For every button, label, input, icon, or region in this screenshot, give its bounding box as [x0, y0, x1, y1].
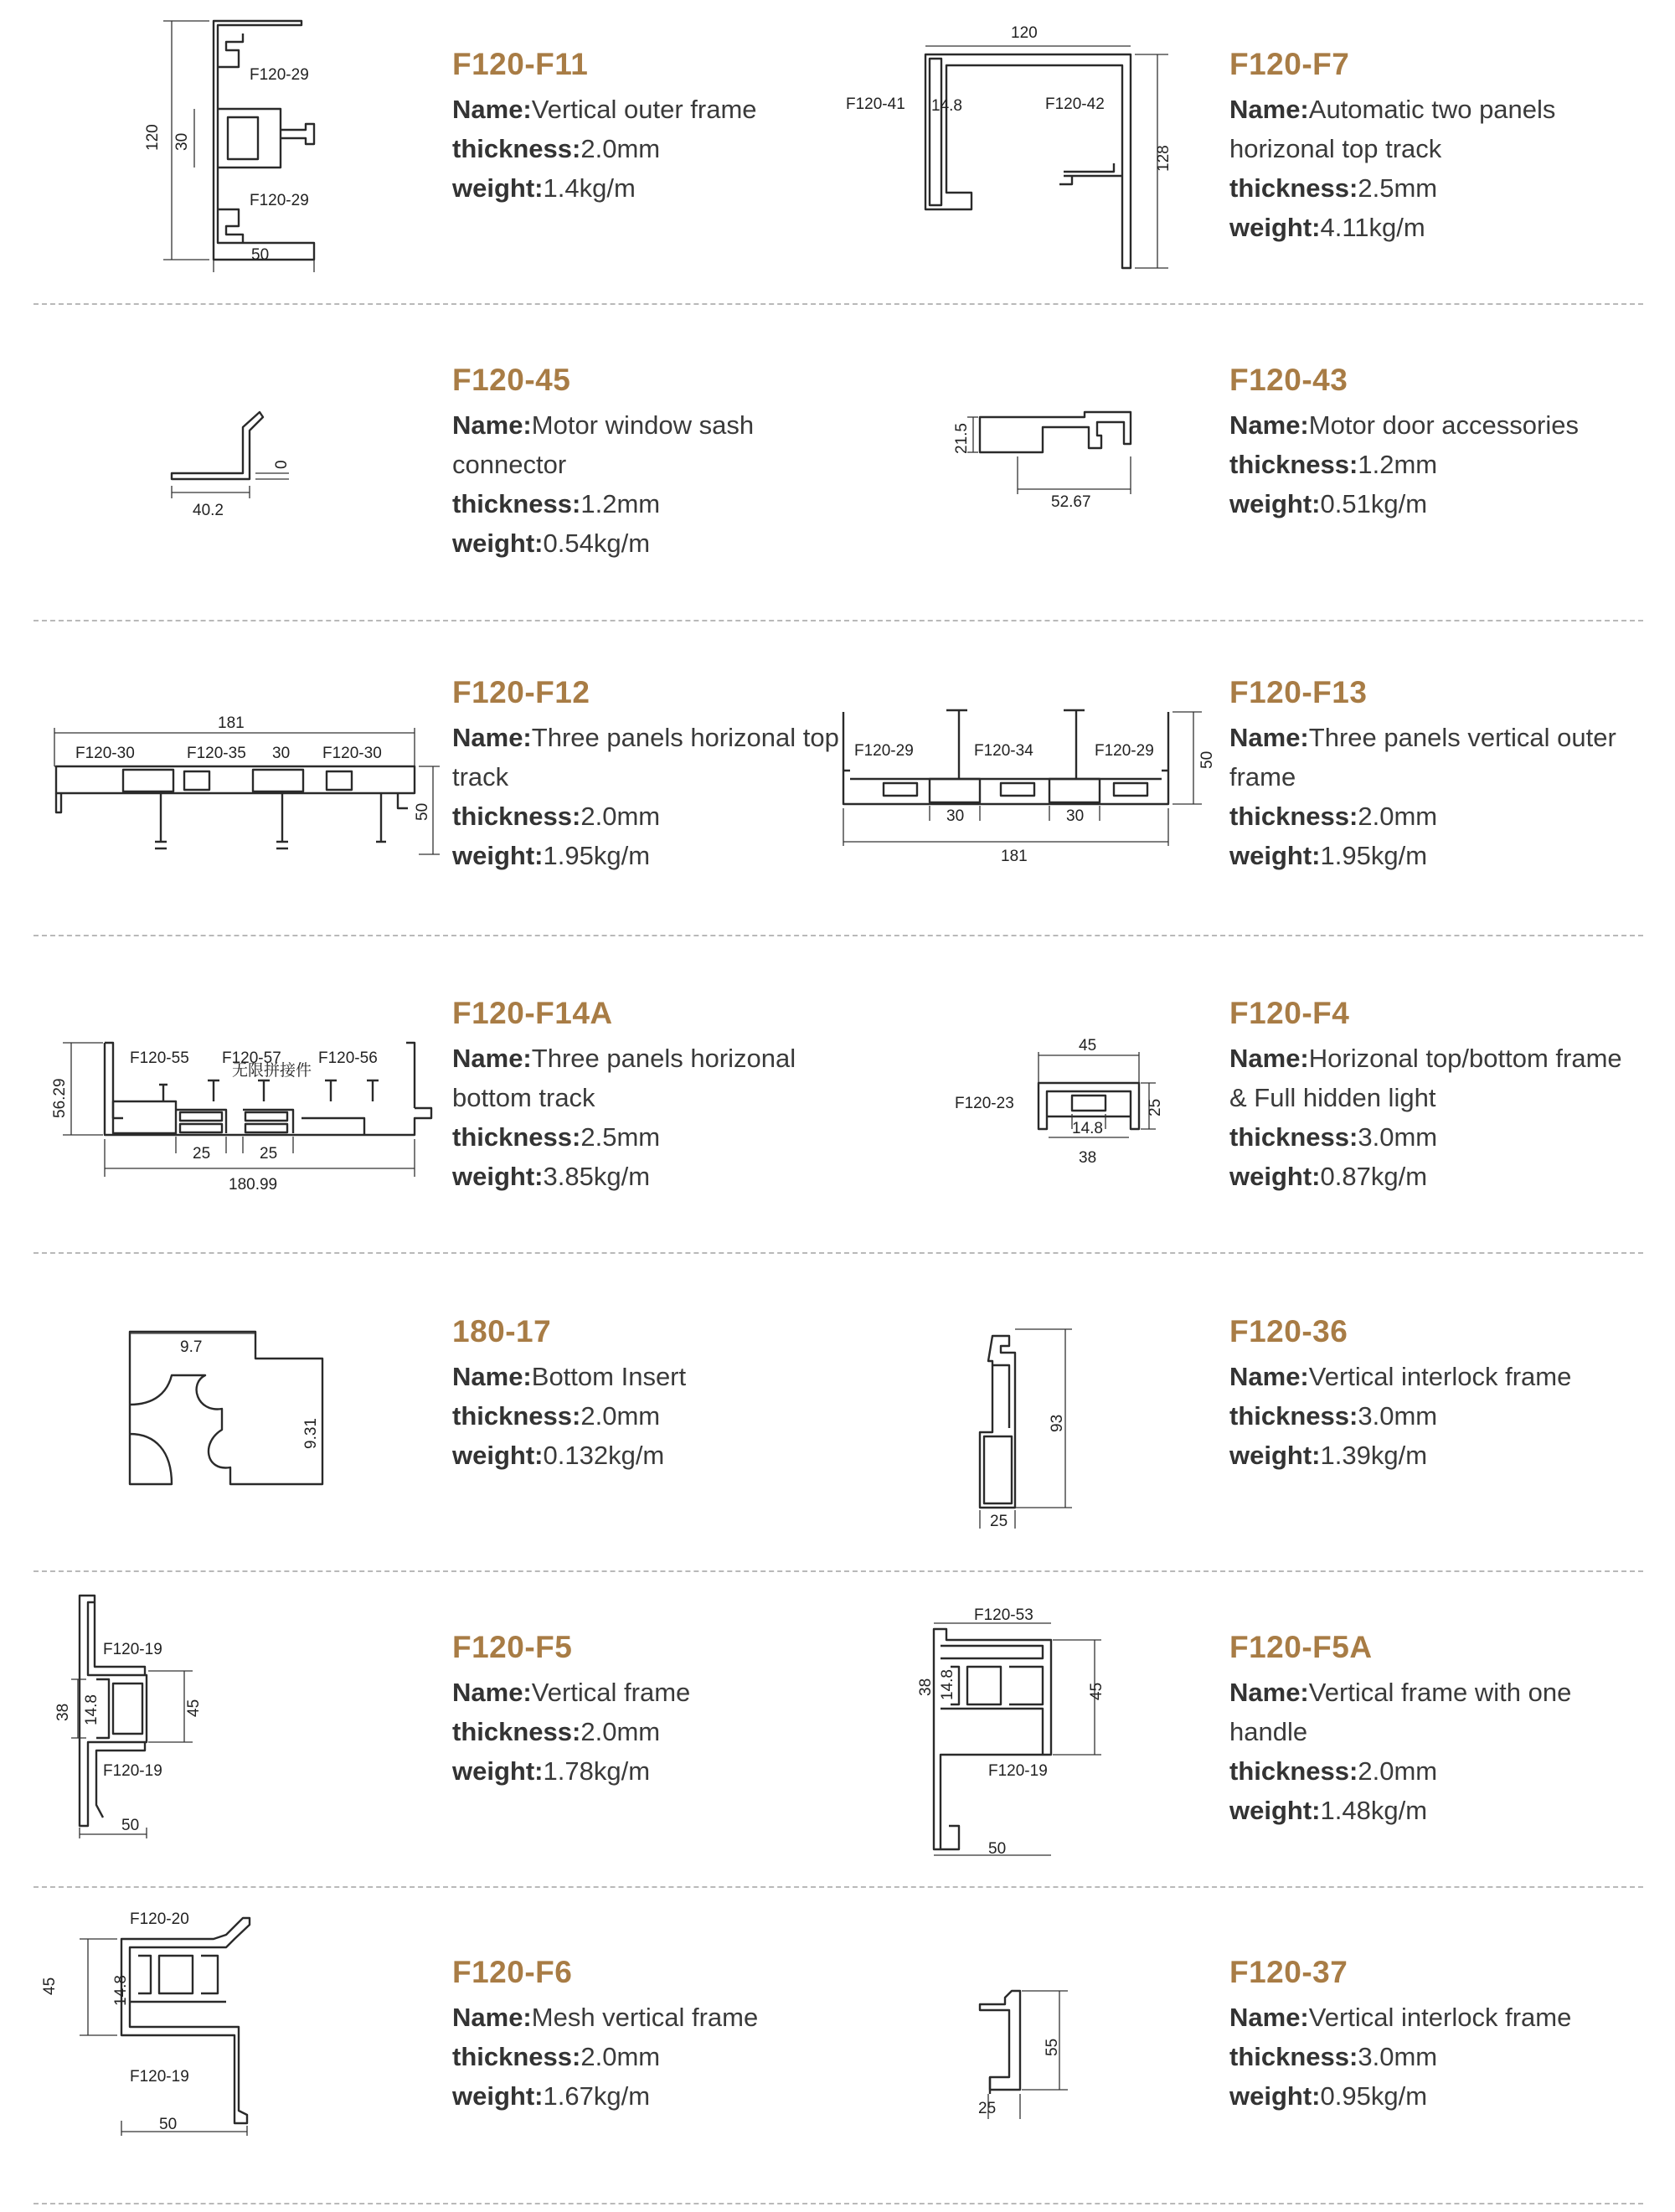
product-spec-f120-43	[1229, 362, 1623, 523]
product-thickness: 2.5mm	[580, 1122, 661, 1152]
dimension-label: 14.8	[931, 97, 962, 115]
drawing-label: F120-29	[250, 66, 309, 84]
product-name: Automatic two panels horizonal top track	[1229, 95, 1556, 163]
weight-label: weight:	[452, 1162, 544, 1191]
thickness-label: thickness:	[1229, 1756, 1358, 1786]
product-name: Three panels horizonal top track	[452, 723, 839, 791]
name-label: Name:	[1229, 410, 1309, 440]
drawing-label: F120-30	[322, 745, 382, 762]
profile-drawing-f120-45	[159, 402, 310, 519]
product-spec-f120-f12	[452, 674, 846, 875]
thickness-label: thickness:	[1229, 173, 1358, 203]
product-weight: 1.39kg/m	[1320, 1441, 1428, 1470]
weight-label: weight:	[1229, 1162, 1321, 1191]
product-spec-f120-36	[1229, 1313, 1623, 1475]
product-thickness: 3.0mm	[1358, 1122, 1438, 1152]
product-name: Three panels vertical outer frame	[1229, 723, 1616, 791]
product-spec-f120-37	[1229, 1954, 1623, 2116]
section-divider	[34, 2203, 1643, 2204]
drawing-label: F120-29	[250, 192, 309, 209]
dimension-label: 14.8	[83, 1694, 100, 1725]
dimension-label: 25	[978, 2100, 997, 2117]
product-thickness: 2.0mm	[1358, 1756, 1438, 1786]
product-code: F120-F12	[452, 675, 590, 709]
product-name: Mesh vertical frame	[531, 2003, 759, 2032]
product-spec-f120-f5a	[1229, 1629, 1623, 1830]
drawing-label: F120-19	[988, 1762, 1048, 1780]
drawing-label: F120-29	[1095, 742, 1154, 760]
drawing-label: F120-56	[318, 1049, 378, 1067]
name-label: Name:	[1229, 2003, 1309, 2032]
product-weight: 1.67kg/m	[543, 2081, 651, 2111]
product-spec-f120-f14a	[452, 995, 846, 1196]
product-weight: 1.95kg/m	[543, 841, 651, 870]
dimension-label: 45	[1079, 1037, 1097, 1054]
profile-drawing-f120-f5a	[909, 1608, 1126, 1859]
weight-label: weight:	[452, 841, 544, 870]
product-thickness: 2.0mm	[580, 1401, 661, 1431]
product-thickness: 2.0mm	[580, 1717, 661, 1746]
dimension-label: 0	[273, 460, 291, 469]
dimension-label: 181	[1001, 848, 1028, 865]
name-label: Name:	[452, 410, 532, 440]
drawing-label: F120-19	[130, 2068, 189, 2086]
product-weight: 4.11kg/m	[1320, 213, 1425, 242]
dimension-label: 45	[41, 1977, 59, 1995]
drawing-label: F120-55	[130, 1049, 189, 1067]
product-thickness: 2.0mm	[580, 802, 661, 831]
weight-label: weight:	[452, 529, 544, 558]
section-divider	[34, 1252, 1643, 1254]
drawing-label: 无限拼接件	[232, 1062, 312, 1080]
dimension-label: 9.31	[302, 1418, 320, 1449]
profile-drawing-180-17	[121, 1332, 339, 1499]
dimension-label: 25	[193, 1145, 211, 1163]
product-name: Vertical frame	[531, 1678, 691, 1707]
weight-label: weight:	[1229, 489, 1321, 518]
product-code: F120-F7	[1229, 47, 1350, 81]
product-weight: 1.78kg/m	[543, 1756, 651, 1786]
product-name: Bottom Insert	[531, 1362, 687, 1391]
product-name: Motor window sash connector	[452, 410, 755, 479]
product-name: Vertical interlock frame	[1308, 2003, 1572, 2032]
drawing-label: F120-23	[955, 1095, 1014, 1112]
name-label: Name:	[452, 1678, 532, 1707]
product-thickness: 3.0mm	[1358, 2042, 1438, 2071]
dimension-label: 50	[159, 2116, 178, 2133]
dimension-label: 30	[173, 132, 191, 151]
dimension-label: 14.8	[112, 1975, 130, 2006]
drawing-label: F120-57	[222, 1049, 281, 1067]
product-thickness: 2.5mm	[1358, 173, 1438, 203]
product-thickness: 2.0mm	[580, 2042, 661, 2071]
dimension-label: 30	[1066, 807, 1085, 825]
weight-label: weight:	[452, 2081, 544, 2111]
thickness-label: thickness:	[452, 134, 581, 163]
dimension-label: 30	[946, 807, 965, 825]
product-thickness: 3.0mm	[1358, 1401, 1438, 1431]
dimension-label: 14.8	[939, 1669, 956, 1700]
dimension-label: 45	[1088, 1682, 1106, 1700]
dimension-label: 50	[121, 1817, 140, 1834]
product-weight: 0.51kg/m	[1320, 489, 1428, 518]
dimension-label: 38	[1079, 1149, 1097, 1167]
product-code: F120-F14A	[452, 996, 613, 1030]
name-label: Name:	[452, 95, 532, 124]
dimension-label: 21.5	[953, 423, 971, 454]
weight-label: weight:	[452, 1756, 544, 1786]
thickness-label: thickness:	[1229, 802, 1358, 831]
section-divider	[34, 303, 1643, 305]
drawing-label: F120-42	[1045, 95, 1105, 113]
product-thickness: 1.2mm	[580, 489, 661, 518]
name-label: Name:	[1229, 95, 1309, 124]
name-label: Name:	[1229, 1044, 1309, 1073]
section-divider	[34, 935, 1643, 936]
drawing-label: F120-41	[846, 95, 905, 113]
dimension-label: 120	[1011, 24, 1038, 42]
profile-drawing-f120-43	[938, 402, 1147, 519]
profile-drawing-f120-f11	[134, 17, 335, 268]
product-spec-f120-f5	[452, 1629, 846, 1791]
drawing-label: F120-34	[974, 742, 1033, 760]
profile-drawing-f120-f13	[833, 704, 1219, 871]
dimension-label: 25	[990, 1513, 1008, 1530]
product-code: F120-43	[1229, 363, 1348, 397]
dimension-label: 25	[260, 1145, 278, 1163]
product-spec-f120-f4	[1229, 995, 1623, 1196]
product-code: F120-F11	[452, 47, 589, 81]
dimension-label: 14.8	[1072, 1120, 1103, 1137]
profile-drawing-f120-37	[955, 1972, 1097, 2123]
product-weight: 0.54kg/m	[543, 529, 651, 558]
product-name: Vertical interlock frame	[1308, 1362, 1572, 1391]
product-code: F120-F6	[452, 1955, 573, 1989]
product-code: F120-45	[452, 363, 571, 397]
profile-drawing-f120-f12	[46, 716, 431, 875]
thickness-label: thickness:	[1229, 1401, 1358, 1431]
product-spec-f120-45	[452, 362, 846, 563]
dimension-label: 120	[144, 124, 162, 151]
thickness-label: thickness:	[452, 489, 581, 518]
profile-drawing-f120-f6	[34, 1901, 251, 2136]
drawing-label: F120-20	[130, 1910, 189, 1928]
product-spec-f120-f6	[452, 1954, 846, 2116]
thickness-label: thickness:	[452, 802, 581, 831]
weight-label: weight:	[1229, 1441, 1321, 1470]
weight-label: weight:	[452, 173, 544, 203]
product-code: F120-F5A	[1229, 1630, 1373, 1664]
product-weight: 1.48kg/m	[1320, 1796, 1428, 1825]
dimension-label: 38	[917, 1678, 935, 1696]
product-thickness: 2.0mm	[1358, 802, 1438, 831]
drawing-label: F120-35	[187, 745, 246, 762]
thickness-label: thickness:	[1229, 2042, 1358, 2071]
product-name: Three panels horizonal bottom track	[452, 1044, 796, 1112]
product-thickness: 1.2mm	[1358, 450, 1438, 479]
thickness-label: thickness:	[452, 2042, 581, 2071]
dimension-label: 52.67	[1051, 493, 1091, 511]
product-weight: 3.85kg/m	[543, 1162, 651, 1191]
drawing-label: F120-19	[103, 1762, 162, 1780]
section-divider	[34, 620, 1643, 621]
dimension-label: 50	[414, 802, 431, 821]
name-label: Name:	[1229, 1362, 1309, 1391]
drawing-label: F120-29	[854, 742, 914, 760]
weight-label: weight:	[1229, 213, 1321, 242]
dimension-label: 50	[251, 246, 270, 264]
product-code: F120-F5	[452, 1630, 573, 1664]
product-code: 180-17	[452, 1314, 552, 1348]
dimension-label: 50	[988, 1840, 1007, 1858]
product-code: F120-F4	[1229, 996, 1350, 1030]
name-label: Name:	[1229, 723, 1309, 752]
thickness-label: thickness:	[1229, 1122, 1358, 1152]
drawing-label: F120-53	[974, 1606, 1033, 1624]
dimension-label: 45	[185, 1699, 203, 1717]
dimension-label: 180.99	[229, 1176, 278, 1194]
drawing-label: F120-30	[75, 745, 135, 762]
section-divider	[34, 1570, 1643, 1572]
product-weight: 0.87kg/m	[1320, 1162, 1428, 1191]
dimension-label: 93	[1049, 1414, 1066, 1432]
product-spec-f120-f7	[1229, 46, 1623, 247]
product-weight: 1.4kg/m	[543, 173, 636, 203]
weight-label: weight:	[452, 1441, 544, 1470]
product-thickness: 2.0mm	[580, 134, 661, 163]
dimension-label: 9.7	[180, 1338, 203, 1356]
product-spec-f120-f11	[452, 46, 846, 208]
product-spec-f120-f13	[1229, 674, 1623, 875]
profile-drawing-f120-f14a	[46, 1034, 431, 1202]
product-code: F120-36	[1229, 1314, 1348, 1348]
name-label: Name:	[452, 2003, 532, 2032]
dimension-label: 25	[1147, 1098, 1164, 1116]
dimension-label: 40.2	[193, 502, 224, 519]
product-weight: 1.95kg/m	[1320, 841, 1428, 870]
thickness-label: thickness:	[452, 1122, 581, 1152]
thickness-label: thickness:	[452, 1717, 581, 1746]
product-name: Motor door accessories	[1308, 410, 1579, 440]
dimension-label: 50	[1198, 750, 1216, 769]
name-label: Name:	[452, 1362, 532, 1391]
name-label: Name:	[452, 723, 532, 752]
product-weight: 0.132kg/m	[543, 1441, 665, 1470]
name-label: Name:	[452, 1044, 532, 1073]
dimension-label: 181	[218, 714, 245, 732]
name-label: Name:	[1229, 1678, 1309, 1707]
dimension-label: 128	[1155, 145, 1172, 172]
weight-label: weight:	[1229, 841, 1321, 870]
dimension-label: 55	[1044, 2038, 1061, 2056]
drawing-label: F120-19	[103, 1641, 162, 1658]
product-code: F120-37	[1229, 1955, 1348, 1989]
product-name: Vertical frame with one handle	[1229, 1678, 1572, 1746]
product-name: Horizonal top/bottom frame & Full hidden light	[1229, 1044, 1622, 1112]
profile-drawing-f120-36	[963, 1328, 1097, 1529]
product-weight: 0.95kg/m	[1320, 2081, 1428, 2111]
dimension-label: 38	[54, 1703, 72, 1721]
profile-drawing-f120-f7	[846, 17, 1181, 276]
dimension-label: 30	[272, 745, 291, 762]
weight-label: weight:	[1229, 2081, 1321, 2111]
thickness-label: thickness:	[452, 1401, 581, 1431]
weight-label: weight:	[1229, 1796, 1321, 1825]
dimension-label: 56.29	[51, 1078, 69, 1118]
profile-drawing-f120-f5	[46, 1587, 247, 1838]
section-divider	[34, 1886, 1643, 1888]
product-name: Vertical outer frame	[531, 95, 757, 124]
product-spec-180-17	[452, 1313, 846, 1475]
thickness-label: thickness:	[1229, 450, 1358, 479]
product-code: F120-F13	[1229, 675, 1368, 709]
profile-drawing-f120-f4	[955, 1037, 1164, 1179]
